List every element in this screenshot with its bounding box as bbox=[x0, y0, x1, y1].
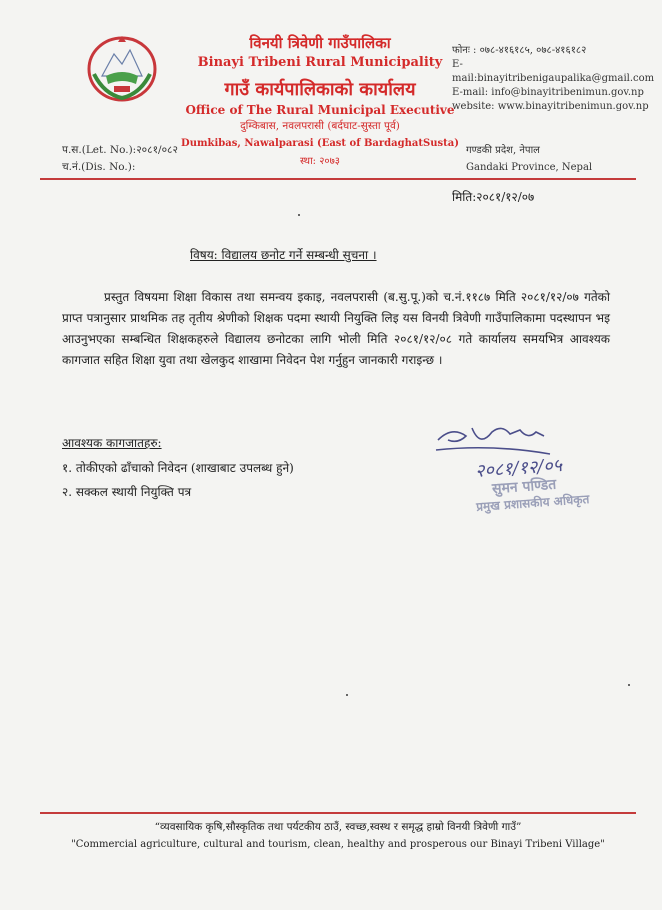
phone: फोनः : ०७८-४१६१८५, ०७८-४१६१८२ bbox=[452, 45, 587, 56]
header-divider bbox=[40, 178, 636, 180]
address-en: Dumkibas, Nawalparasi (East of BardaghatSusta) bbox=[181, 138, 459, 149]
paper-speck bbox=[628, 684, 630, 686]
requirement-item: १. तोकीएको ढाँचाको निवेदन (शाखाबाट उपलब्ध हुने) bbox=[62, 461, 294, 475]
province-block bbox=[466, 142, 592, 176]
established-year: स्था: २०७३ bbox=[299, 156, 341, 167]
contact-block bbox=[452, 44, 662, 114]
province-np: गण्डकी प्रदेश, नेपाल bbox=[466, 145, 540, 156]
footer-slogan-np: “व्यवसायिक कृषि,सौस्कृतिक तथा पर्यटकीय ठाउँ, स्वच्छ,स्वस्थ र समृद्ध हाम्रो विनयी त्रिवेणी गाउँ” bbox=[154, 821, 522, 833]
paper-speck bbox=[346, 694, 348, 696]
stamp-title: प्रमुख प्रशासकीय अधिकृत bbox=[475, 492, 590, 514]
email-2: E-mail: info@binayitribenimun.gov.np bbox=[452, 87, 644, 98]
paper-speck bbox=[298, 214, 300, 216]
subject-line bbox=[190, 246, 377, 263]
subject-text: विषय: विद्यालय छनोट गर्ने सम्बन्धी सुचना । bbox=[190, 248, 377, 262]
letter-number: प.स.(Let. No.):२०८१/०८२ bbox=[62, 144, 178, 156]
reference-block bbox=[62, 142, 178, 176]
requirement-item: २. सक्कल स्थायी नियुक्ति पत्र bbox=[62, 485, 192, 499]
letter-date: मिति:२०८१/१२/०७ bbox=[452, 190, 535, 204]
footer-slogan-en: "Commercial agriculture, cultural and tourism, clean, healthy and prosperous our Binayi Tribeni Village" bbox=[71, 839, 605, 850]
office-name-en: Office of The Rural Municipal Executive bbox=[185, 103, 455, 117]
stamp-name: सुमन पण्डित bbox=[491, 476, 557, 498]
province-en: Gandaki Province, Nepal bbox=[466, 162, 593, 173]
municipality-name-en: Binayi Tribeni Rural Municipality bbox=[197, 55, 443, 70]
email-1: E-mail:binayitribenigaupalika@gmail.com bbox=[452, 59, 655, 84]
footer-divider bbox=[40, 812, 636, 814]
dispatch-number: च.नं.(Dis. No.): bbox=[62, 161, 136, 173]
municipality-name-np: विनयी त्रिवेणी गाउँपालिका bbox=[249, 34, 391, 52]
office-name-np: गाउँ कार्यपालिकाको कार्यालय bbox=[224, 79, 416, 100]
body-paragraph: प्रस्तुत विषयमा शिक्षा विकास तथा समन्वय इकाइ, नवलपरासी (ब.सु.पू.)को च.नं.११८७ मिति २०८१/१२/०७ गतेको प्राप्त पत्रानुसार प्राथमिक तह तृतीय श्रेणीको शिक्षक पदमा स्थायी नियुक्ति लिइ यस विनयी त्रिवेणी गाउँपालिकामा पदस्थापन भइ आउनुभएका सम्बन्धित शिक्षकहरुले विद्यालय छनोटका लागि भोली मिति २०८१/१२/०८ गते कार्यालय समयभित्र आवश्यक कागजात सहित शिक्षा युवा तथा खेलकुद शाखामा निवेदन पेश गर्नुहुन जानकारी गराइन्छ । bbox=[62, 290, 610, 367]
nepal-emblem-icon bbox=[84, 34, 160, 104]
website: website: www.binayitribenimun.gov.np bbox=[452, 101, 649, 112]
address-np: दुम्किबास, नवलपरासी (बर्दघाट-सुस्ता पूर्व) bbox=[240, 120, 400, 132]
requirements-title: आवश्यक कागजातहरु: bbox=[62, 436, 162, 450]
signature-date: २०८१/१२/०५ bbox=[474, 454, 563, 483]
